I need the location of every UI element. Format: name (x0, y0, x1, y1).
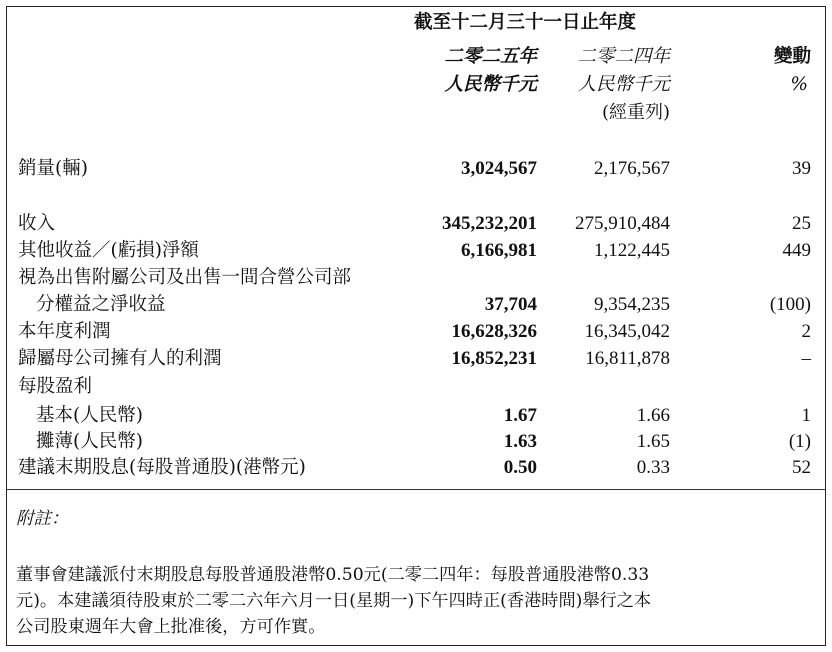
value-2024: 2,176,567 (594, 158, 670, 179)
value-change: 25 (792, 213, 811, 234)
value-change: 52 (792, 457, 811, 478)
value-change: (1) (788, 431, 811, 452)
value-2024: 1.66 (636, 405, 670, 426)
value-2024: 0.33 (636, 457, 670, 478)
value-change: 449 (782, 240, 811, 261)
value-2024: 275,910,484 (575, 213, 670, 234)
row-label: 攤薄(人民幣) (36, 431, 143, 452)
row-label: 歸屬母公司擁有人的利潤 (18, 348, 222, 369)
value-2025: 6,166,981 (461, 240, 537, 261)
row-label: 建議末期股息(每股普通股)(港幣元) (18, 457, 306, 478)
value-change: – (801, 348, 811, 369)
value-2024: 9,354,235 (594, 294, 670, 315)
row-label: 其他收益／(虧損)淨額 (18, 240, 199, 261)
col-2025-unit: 人民幣千元 (444, 74, 537, 95)
col-change: 變動 (773, 46, 811, 67)
row-label: 銷量(輛) (18, 158, 88, 179)
value-2025: 3,024,567 (461, 158, 537, 179)
col-change-unit: % (790, 74, 808, 95)
notes-line-3: 公司股東週年大會上批准後，方可作實。 (16, 617, 326, 637)
col-2024-note: (經重列) (601, 102, 670, 123)
row-label: 本年度利潤 (18, 321, 111, 342)
value-2025: 0.50 (503, 457, 537, 478)
value-2025: 345,232,201 (442, 213, 537, 234)
value-2025: 37,704 (484, 294, 537, 315)
value-2024: 1,122,445 (594, 240, 670, 261)
period-header: 截至十二月三十一日止年度 (414, 12, 637, 33)
row-label: 收入 (18, 213, 56, 234)
col-2025-year: 二零二五年 (444, 46, 537, 67)
row-label: 每股盈利 (18, 376, 93, 397)
row-label: 視為出售附屬公司及出售一間合營公司部 (18, 267, 352, 288)
value-2025: 1.63 (503, 431, 537, 452)
notes-title: 附註： (16, 509, 69, 529)
value-2025: 16,852,231 (451, 348, 537, 369)
row-label: 基本(人民幣) (36, 405, 143, 426)
notes-line-2: 元)。本建議須待股東於二零二六年六月一日(星期一)下午四時正(香港時間)舉行之本 (16, 591, 652, 611)
table-frame (6, 6, 826, 646)
row-label: 分權益之淨收益 (36, 294, 166, 315)
value-2024: 1.65 (636, 431, 670, 452)
col-2024-unit: 人民幣千元 (577, 74, 670, 95)
value-change: 39 (792, 158, 811, 179)
value-2024: 16,811,878 (585, 348, 670, 369)
value-change: 1 (801, 405, 811, 426)
value-2025: 1.67 (503, 405, 537, 426)
value-2024: 16,345,042 (584, 321, 670, 342)
value-2025: 16,628,326 (451, 321, 537, 342)
col-2024-year: 二零二四年 (577, 46, 670, 67)
value-change: 2 (801, 321, 811, 342)
value-change: (100) (769, 294, 811, 315)
notes-line-1: 董事會建議派付末期股息每股普通股港幣0.50元(二零二四年：每股普通股港幣0.33 (16, 565, 650, 585)
table-divider (6, 489, 826, 490)
